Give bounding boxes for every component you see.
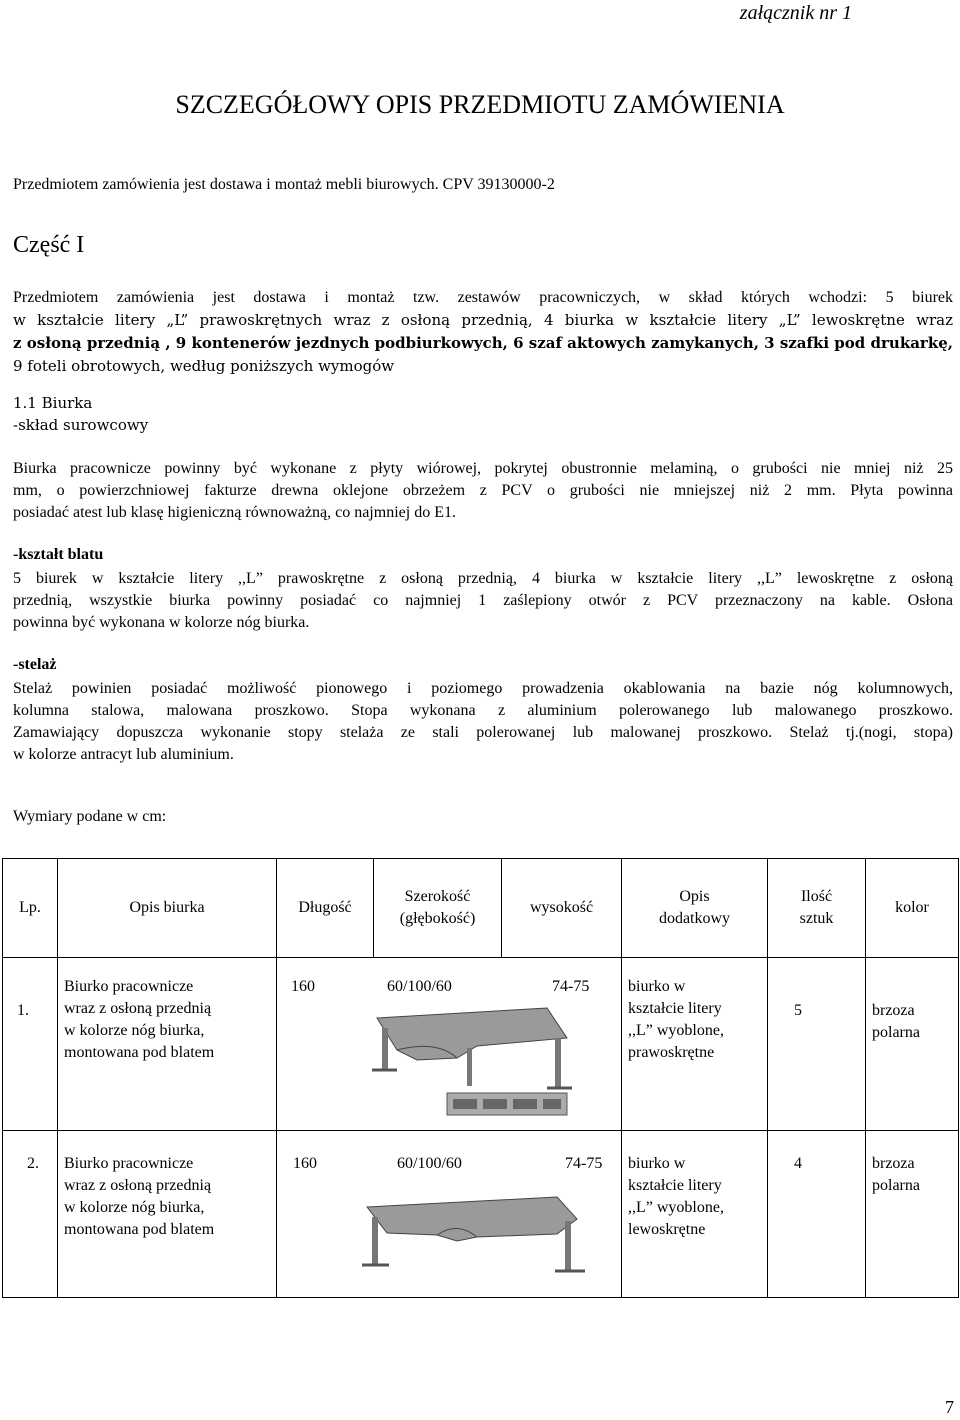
desk-spec-table	[2, 858, 959, 1298]
desk-left-image	[357, 1179, 597, 1289]
color-line: polarna	[872, 1177, 920, 1194]
dimensions-cell	[277, 1131, 622, 1298]
intro-text: Przedmiotem zamówienia jest dostawa i montaż mebli biurowych. CPV 39130000-2	[13, 176, 555, 193]
row-qty-value: 5	[794, 1002, 802, 1019]
desc-line: w kolorze nóg biurka,	[64, 1199, 205, 1216]
extra-line: prawoskrętne	[628, 1044, 715, 1061]
desc-line: wraz z osłoną przednią	[64, 1177, 212, 1194]
header-extra	[622, 859, 768, 958]
color-line: brzoza	[872, 1155, 915, 1172]
extra-line: biurko w	[628, 1155, 686, 1172]
header-length: Długość	[277, 859, 374, 958]
part-description	[13, 286, 953, 378]
row-extra	[622, 1131, 768, 1298]
color-line: polarna	[872, 1024, 920, 1041]
length-value: 160	[293, 1155, 317, 1172]
part-line-3: z osłoną przednią , 9 kontenerów jezdnych podbiurkowych, 6 szaf aktowych zamykanych, 3 szafki pod drukarkę,	[13, 334, 953, 352]
row-qty-value: 4	[794, 1155, 802, 1172]
header-height: wysokość	[502, 859, 622, 958]
header-extra-line-2: dodatkowy	[658, 910, 731, 927]
row-extra	[622, 958, 768, 1131]
header-width-line-1: Szerokość	[404, 888, 471, 905]
part-heading: Część I	[13, 232, 85, 258]
color-line: brzoza	[872, 1002, 915, 1019]
header-qty-line-1: Ilość	[800, 888, 833, 905]
table-header-row	[3, 859, 959, 958]
row-color	[866, 1131, 959, 1298]
table-row	[3, 958, 959, 1131]
section-sub: -skład surowcowy	[13, 416, 149, 434]
frame-line-3: Zamawiający dopuszcza wykonanie stopy stelaża ze stali polerowanej lub malowanej proszkowo. Stelaż tj.(nogi, stopa)	[13, 724, 953, 741]
row-lp	[3, 1131, 58, 1298]
length-value: 160	[291, 978, 315, 995]
desc-line: wraz z osłoną przednią	[64, 1000, 212, 1017]
row-desc	[58, 1131, 277, 1298]
part-line-2: w kształcie litery „L” prawoskrętnych wraz z osłoną przednią, 4 biurka w kształcie litery „L” lewoskrętne wraz	[13, 311, 953, 329]
row-qty	[768, 958, 866, 1131]
header-color: kolor	[866, 859, 959, 958]
shape-line-1: 5 biurek w kształcie litery ,,L” prawoskrętne z osłoną przednią, 4 biurka w kształcie litery ,,L” lewoskrętne z osłoną	[13, 570, 953, 587]
width-value: 60/100/60	[387, 978, 452, 995]
width-value: 60/100/60	[397, 1155, 462, 1172]
shape-line-3: powinna być wykonana w kolorze nóg biurka.	[13, 614, 310, 631]
dimensions-note: Wymiary podane w cm:	[13, 808, 167, 825]
frame-heading: -stelaż	[13, 656, 57, 673]
header-extra-line-1: Opis	[679, 888, 710, 905]
header-desc: Opis biurka	[58, 859, 277, 958]
header-lp: Lp.	[3, 859, 58, 958]
shape-heading: -kształt blatu	[13, 546, 104, 563]
section-number: 1.1 Biurka	[13, 394, 93, 412]
row-lp	[3, 958, 58, 1131]
desk-right-image	[357, 998, 587, 1128]
table-row	[3, 1131, 959, 1298]
extra-line: lewoskrętne	[628, 1221, 706, 1238]
desc-line: Biurko pracownicze	[64, 1155, 194, 1172]
header-qty-line-2: sztuk	[799, 910, 834, 927]
header-width	[374, 859, 502, 958]
document-title: SZCZEGÓŁOWY OPIS PRZEDMIOTU ZAMÓWIENIA	[175, 90, 785, 119]
frame-line-1: Stelaż powinien posiadać możliwość pionowego i poziomego prowadzenia okablowania na bazie nóg kolumnowych,	[13, 680, 953, 697]
materials-line-3: posiadać atest lub klasę higieniczną równoważną, co najmniej do E1.	[13, 504, 456, 521]
shape-line-2: przednią, wszystkie biurka powinny posiadać co najmniej 1 zaślepiony otwór z PCV przeznaczony na kable. Osłona	[13, 592, 953, 609]
desc-line: montowana pod blatem	[64, 1044, 215, 1061]
desc-line: Biurko pracownicze	[64, 978, 194, 995]
materials-paragraph	[13, 458, 953, 524]
frame-line-4: w kolorze antracyt lub aluminium.	[13, 746, 234, 763]
height-value: 74-75	[565, 1155, 603, 1172]
header-width-line-2: (głębokość)	[399, 910, 476, 927]
height-value: 74-75	[552, 978, 590, 995]
row-desc	[58, 958, 277, 1131]
extra-line: kształcie litery	[628, 1000, 722, 1017]
row-lp-value: 1.	[17, 1002, 29, 1019]
extra-line: ,,L” wyoblone,	[628, 1022, 724, 1039]
desc-line: montowana pod blatem	[64, 1221, 215, 1238]
materials-line-2: mm, o powierzchniowej fakturze drewna oklejone obrzeżem z PCV o grubości nie mniejszej niż 2 mm. Płyta powinna	[13, 482, 953, 499]
extra-line: ,,L” wyoblone,	[628, 1199, 724, 1216]
part-line-1: Przedmiotem zamówienia jest dostawa i montaż tzw. zestawów pracowniczych, w skład których wchodzi: 5 biurek	[13, 289, 953, 306]
frame-paragraph	[13, 678, 953, 766]
part-line-4: 9 foteli obrotowych, według poniższych wymogów	[13, 357, 395, 375]
desc-line: w kolorze nóg biurka,	[64, 1022, 205, 1039]
materials-line-1: Biurka pracownicze powinny być wykonane z płyty wiórowej, pokrytej obustronnie melaminą, o grubości nie mniej niż 25	[13, 460, 953, 477]
dimensions-cell	[277, 958, 622, 1131]
shape-paragraph	[13, 568, 953, 634]
frame-line-2: kolumna stalowa, malowana proszkowo. Stopa wykonana z aluminium polerowanego lub malowanego proszkowo.	[13, 702, 953, 719]
extra-line: kształcie litery	[628, 1177, 722, 1194]
row-lp-value: 2.	[27, 1155, 39, 1172]
annex-label: załącznik nr 1	[739, 2, 852, 24]
page-number: 7	[945, 1397, 954, 1417]
header-qty	[768, 859, 866, 958]
row-color	[866, 958, 959, 1131]
extra-line: biurko w	[628, 978, 686, 995]
row-qty	[768, 1131, 866, 1298]
